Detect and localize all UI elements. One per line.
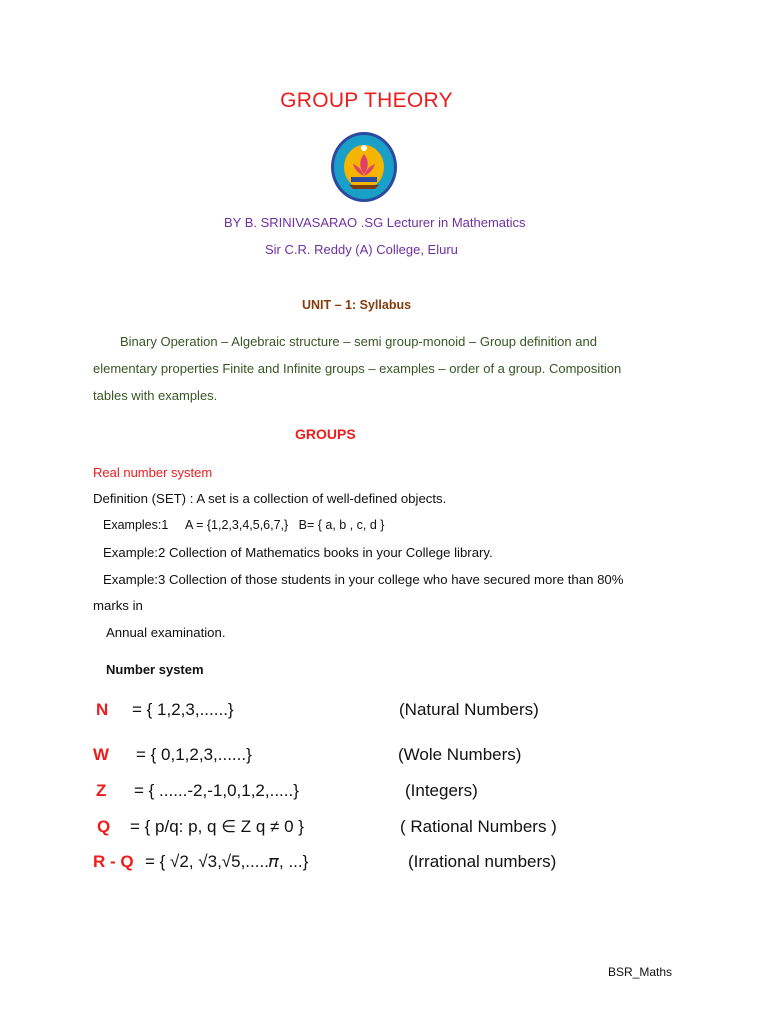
set-definition: Definition (SET) : A set is a collection of well-defined objects. — [93, 491, 447, 506]
set-definition-expr: = { √2, √3,√5,.....𝜋, ...} — [145, 852, 309, 871]
example-3-continuation: Annual examination. — [106, 625, 226, 640]
set-name: (Wole Numbers) — [398, 745, 522, 764]
document-title: GROUP THEORY — [280, 89, 453, 112]
set-symbol: W — [93, 745, 110, 764]
footer-label: BSR_Maths — [608, 965, 673, 979]
example-3: Example:3 Collection of those students in your college who have secured more than 80% — [103, 572, 624, 587]
syllabus-line: tables with examples. — [93, 388, 218, 403]
set-symbol: Q — [97, 817, 111, 836]
set-definition-expr: = { p/q: p, q ∈ Z q ≠ 0 } — [130, 817, 304, 836]
set-symbol: N — [96, 700, 109, 719]
set-symbol: Z — [96, 781, 107, 800]
example-1: Examples:1 A = {1,2,3,4,5,6,7,} B= { a, b , c, d } — [103, 518, 385, 532]
set-name: ( Rational Numbers ) — [400, 817, 557, 836]
set-symbol: R - Q — [93, 852, 134, 871]
example-2: Example:2 Collection of Mathematics books in your College library. — [103, 545, 493, 560]
set-definition-expr: = { ......-2,-1,0,1,2,.....} — [134, 781, 299, 800]
real-number-heading: Real number system — [93, 465, 213, 480]
college-logo — [329, 130, 399, 204]
unit-heading: UNIT – 1: Syllabus — [302, 298, 412, 312]
set-name: (Natural Numbers) — [399, 700, 539, 719]
set-name: (Irrational numbers) — [408, 852, 557, 871]
set-definition-expr: = { 0,1,2,3,......} — [136, 745, 252, 764]
number-system-heading: Number system — [106, 662, 204, 677]
syllabus-line: Binary Operation – Algebraic structure – semi group-monoid – Group definition and — [120, 334, 597, 349]
author-byline: BY B. SRINIVASARAO .SG Lecturer in Mathematics — [224, 215, 526, 230]
college-name: Sir C.R. Reddy (A) College, Eluru — [265, 242, 458, 257]
set-name: (Integers) — [405, 781, 478, 800]
example-3-continuation: marks in — [93, 598, 143, 613]
groups-heading: GROUPS — [295, 426, 356, 442]
syllabus-line: elementary properties Finite and Infinite groups – examples – order of a group. Composition — [93, 361, 622, 376]
set-definition-expr: = { 1,2,3,......} — [132, 700, 234, 719]
